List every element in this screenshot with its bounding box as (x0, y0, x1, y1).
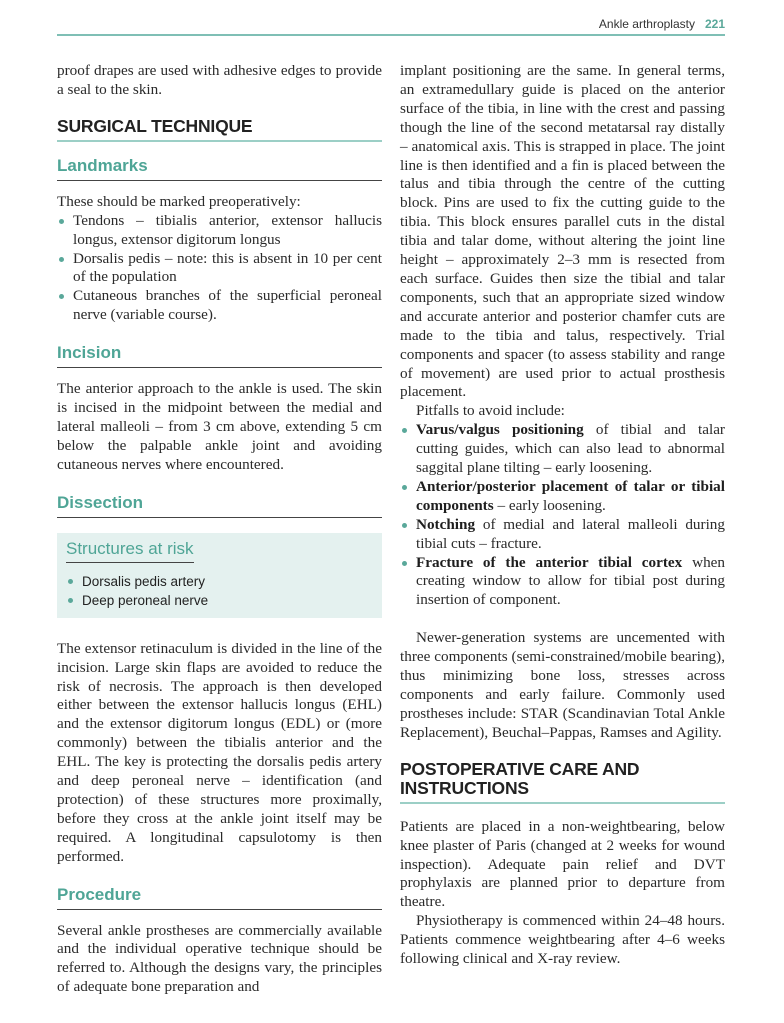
subheading-dissection: Dissection (57, 493, 382, 518)
pitfall-text: – early loosening. (493, 496, 606, 514)
list-item (400, 554, 725, 611)
landmarks-intro: These should be marked preoperatively: (57, 192, 301, 210)
section-heading-postoperative (400, 760, 725, 804)
subheading-procedure: Procedure (57, 885, 382, 910)
pitfall-bold: Notching (416, 515, 476, 533)
structures-at-risk-list (66, 572, 374, 610)
pitfall-text: when creating window to allow for tibial post during insertion of component. (416, 553, 726, 609)
newer-systems-paragraph: Newer-generation systems are uncemented with three components (semi-constrained/mobile bearing), thus minimizing bone loss, stresses across components and early failure. Commonly used prostheses include: STAR (Scandinavian Total Ankle Replacement), Beuchal–Pappas, Ramses and Agility. (400, 629, 725, 741)
running-header (57, 14, 725, 36)
procedure-continued-paragraph: implant positioning are the same. In general terms, an extramedullary guide is placed on the anterior surface of the tibia, in line with the crest and passing though the line of the second metatarsal ray distally – anatomical axis. This is strapped in place. The joint line is then identified and a fin is placed between the talus and tibia through the centre of the cutting block. Pins are used to fix the cutting guide to the tibia. This block ensures parallel cuts in the distal tibia and talar dome, without altering the joint line height – approximately 2–3 mm is resected from each surface. Guides then size the tibial and talar components, such that an appropriate sized window and accurate anterior and posterior chamfer cuts are made to the tibia and talus, respectively. Trial components and spacer (to assess stability and range of movement) are used prior to actual prosthesis placement. (400, 62, 725, 401)
list-item: Dorsalis pedis artery (66, 572, 374, 591)
left-column (57, 62, 382, 997)
pitfall-text: of tibial and talar cutting guides, which can also lead to abnormal saggital plane tilting – early loosening. (416, 421, 725, 477)
postop-paragraph-2: Physiotherapy is commenced within 24–48 hours. Patients commence weightbearing after 4–6 weeks following clinical and X-ray review. (400, 912, 725, 968)
list-item: Cutaneous branches of the superficial peroneal nerve (variable course). (57, 287, 382, 325)
list-item: Dorsalis pedis – note: this is absent in 10 per cent of the population (57, 250, 382, 288)
pitfall-bold: Anterior/posterior placement of talar or tibial components (416, 477, 725, 514)
right-column (400, 62, 725, 969)
landmarks-list (57, 212, 382, 325)
box-heading: Structures at risk (66, 539, 194, 563)
list-item (400, 478, 725, 516)
pitfall-bold: Varus/valgus positioning (416, 421, 584, 439)
pitfalls-list (400, 421, 725, 610)
subheading-landmarks: Landmarks (57, 156, 382, 181)
running-title: Ankle arthroplasty (598, 17, 695, 31)
section-heading-surgical-technique: SURGICAL TECHNIQUE (57, 117, 382, 142)
procedure-paragraph: Several ankle prostheses are commercially available and the individual operative technique should be referred to. Although the designs vary, the principles of adequate bone preparation and (57, 921, 382, 996)
list-item (400, 516, 725, 554)
postop-paragraph-1: Patients are placed in a non-weightbearing, below knee plaster of Paris (changed at 2 weeks for wound inspection). Adequate pain relief and DVT prophylaxis are planned prior to departure from theatre. (400, 817, 725, 911)
intro-paragraph: proof drapes are used with adhesive edges to provide a seal to the skin. (57, 62, 382, 98)
list-item: Tendons – tibialis anterior, extensor hallucis longus, extensor digitorum longus (57, 212, 382, 250)
structures-at-risk-box (57, 533, 382, 618)
subheading-incision: Incision (57, 343, 382, 368)
list-item (400, 421, 725, 478)
incision-paragraph: The anterior approach to the ankle is used. The skin is incised in the midpoint between the medial and lateral malleoli – from 3 cm above, extending 5 cm below the palpable ankle joint and avoiding cutaneous nerves where encountered. (57, 380, 382, 473)
pitfalls-intro: Pitfalls to avoid include: (416, 402, 565, 420)
heading-line-2: INSTRUCTIONS (400, 777, 529, 798)
pitfall-bold: Fracture of the anterior tibial cortex (416, 553, 683, 571)
list-item: Deep peroneal nerve (66, 591, 374, 610)
page-number: 221 (704, 17, 725, 31)
dissection-paragraph: The extensor retinaculum is divided in the line of the incision. Large skin flaps are avoided to reduce the risk of necrosis. The approach is then developed either between the extensor hallucis longus (EHL) and the extensor digitorum longus (EDL) or (more commonly) between the tibialis anterior and the EHL. The key is protecting the dorsalis pedis artery and deep peroneal nerve – identification (and protection) of these structures more proximally, before they cross at the ankle joint itself may be required. A longitudinal capsulotomy is then performed. (57, 639, 382, 865)
pitfall-text: of medial and lateral malleoli during tibial cuts – fracture. (416, 515, 725, 552)
heading-line-1: POSTOPERATIVE CARE AND (400, 758, 640, 779)
